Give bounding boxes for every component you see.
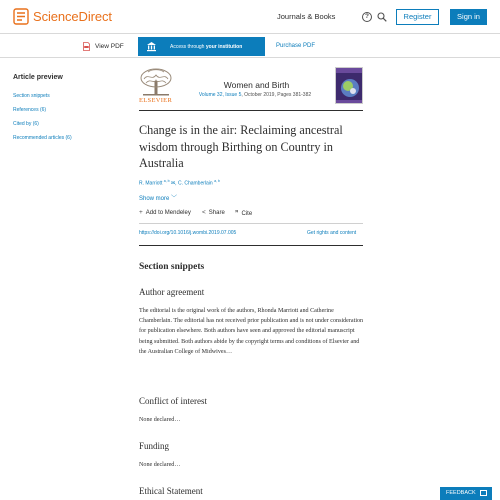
sidebar-item-recommended[interactable]: Recommended articles (6)	[13, 135, 72, 141]
publisher-name[interactable]: ELSEVIER	[139, 97, 173, 104]
section-text: The editorial is the original work of the authors, Rhonda Marriott and Catherine Chamberlain. The editorial has not received prior publication and is not under consideration for publication elsewhere. Both authors have seen and approved the editorial manuscript being submitted. Both authors abide by the copyright terms and conditions of Elsevier and the Australian College of Midwives…	[139, 308, 364, 355]
cite-button[interactable]: ❞ Cite	[235, 210, 253, 217]
search-icon[interactable]	[377, 12, 387, 22]
institution-icon	[146, 41, 157, 52]
elsevier-tree-logo[interactable]	[139, 67, 173, 97]
rights-link[interactable]: Get rights and content	[307, 230, 357, 236]
section-text: None declared…	[139, 417, 181, 423]
journal-meta: Volume 32, Issue 5, October 2019, Pages 381-382	[198, 92, 312, 98]
view-pdf-link[interactable]: View PDF	[95, 43, 124, 50]
section-heading: Funding	[139, 441, 170, 451]
authors-line: R. Marriott $^{a, b}$ ✉, C. Chamberlain $^{a, b}$	[139, 179, 220, 187]
purchase-pdf-link[interactable]: Purchase PDF	[276, 43, 316, 49]
chevron-down-icon: ﹀	[171, 196, 178, 202]
feedback-button[interactable]: FEEDBACK	[440, 487, 492, 500]
tools-divider	[139, 223, 363, 224]
sidebar-title: Article preview	[13, 74, 63, 81]
section-snippets-heading: Section snippets	[139, 262, 205, 272]
volume-issue-link[interactable]: Volume 32, Issue 5	[198, 92, 242, 98]
register-button[interactable]: Register	[396, 9, 439, 25]
plus-icon: +	[139, 209, 143, 216]
sidebar-item-cited-by[interactable]: Cited by (6)	[13, 121, 39, 127]
add-to-mendeley-button[interactable]: + Add to Mendeley	[139, 209, 191, 216]
chat-bubble-icon	[480, 490, 487, 496]
journal-divider	[139, 110, 363, 111]
access-institution-label[interactable]: Access through your institution	[170, 44, 243, 50]
journals-books-link[interactable]: Journals & Books	[277, 12, 336, 21]
section-heading: Conflict of interest	[139, 396, 207, 406]
pdf-icon	[83, 42, 90, 51]
section-heading: Ethical Statement	[139, 486, 203, 496]
article-title: Change is in the air: Reclaiming ancestral wisdom through Birthing on Country in Australia	[139, 123, 343, 170]
journal-cover-image[interactable]	[335, 67, 363, 104]
section-text: None declared…	[139, 462, 181, 468]
quote-icon: ❞	[235, 210, 239, 217]
share-icon: <	[202, 209, 206, 216]
doi-link[interactable]: https://doi.org/10.1016/j.wombi.2019.07.005	[139, 230, 237, 236]
journal-title[interactable]: Women and Birth	[223, 80, 290, 90]
share-button[interactable]: < Share	[202, 209, 225, 216]
envelope-icon[interactable]: ✉	[170, 180, 176, 187]
help-icon[interactable]: ?	[362, 12, 372, 22]
sidebar-item-section-snippets[interactable]: Section snippets	[13, 93, 50, 99]
sign-in-button[interactable]: Sign in	[450, 9, 487, 25]
section-heading: Author agreement	[139, 287, 205, 297]
sidebar-item-references[interactable]: References (6)	[13, 107, 47, 113]
show-more-button[interactable]: Show more ﹀	[139, 196, 178, 202]
brand-name[interactable]: ScienceDirect	[33, 9, 112, 24]
doi-divider	[139, 245, 363, 246]
author-link[interactable]: R. Marriott	[139, 180, 163, 187]
sciencedirect-logo-icon[interactable]	[13, 8, 29, 25]
author-link[interactable]: C. Chamberlain	[177, 180, 213, 187]
